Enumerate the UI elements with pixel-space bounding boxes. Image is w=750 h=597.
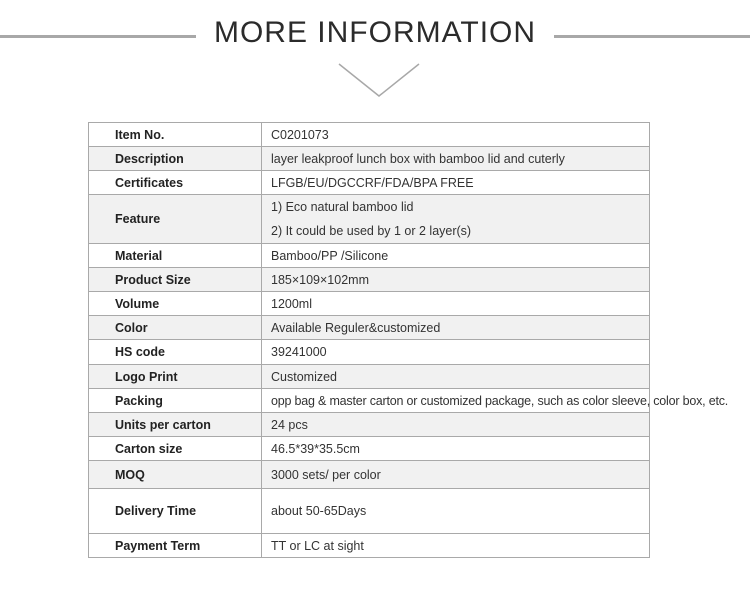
header-rule-left xyxy=(0,35,196,38)
table-row xyxy=(89,413,650,437)
row-key: Carton size xyxy=(89,437,262,461)
table-row xyxy=(89,268,650,292)
row-value: Customized xyxy=(262,365,650,389)
row-key: HS code xyxy=(89,340,262,365)
row-value: LFGB/EU/DGCCRF/FDA/BPA FREE xyxy=(262,171,650,195)
table-row xyxy=(89,461,650,489)
row-key: MOQ xyxy=(89,461,262,489)
row-key: Product Size xyxy=(89,268,262,292)
row-key: Units per carton xyxy=(89,413,262,437)
row-value: 24 pcs xyxy=(262,413,650,437)
table-row xyxy=(89,171,650,195)
chevron-down-icon xyxy=(337,62,421,100)
row-value: TT or LC at sight xyxy=(262,534,650,558)
row-value: 1200ml xyxy=(262,292,650,316)
header-rule-right xyxy=(554,35,750,38)
table-row xyxy=(89,244,650,268)
row-key: Material xyxy=(89,244,262,268)
feature-line: 2) It could be used by 1 or 2 layer(s) xyxy=(271,224,472,238)
row-value: 46.5*39*35.5cm xyxy=(262,437,650,461)
table-row xyxy=(89,489,650,534)
row-value: Bamboo/PP /Silicone xyxy=(262,244,650,268)
table-row xyxy=(89,365,650,389)
row-value: opp bag & master carton or customized package, such as color sleeve, color box, etc. xyxy=(262,389,650,413)
row-key: Payment Term xyxy=(89,534,262,558)
info-table xyxy=(88,122,729,558)
table-row xyxy=(89,147,650,171)
row-key: Feature xyxy=(89,195,262,244)
row-key: Volume xyxy=(89,292,262,316)
table-row xyxy=(89,340,650,365)
row-value xyxy=(262,195,650,244)
row-value: layer leakproof lunch box with bamboo lid and cuterly xyxy=(262,147,650,171)
table-row xyxy=(89,534,650,558)
row-key: Item No. xyxy=(89,123,262,147)
page-title: MORE INFORMATION xyxy=(213,16,537,49)
row-key: Color xyxy=(89,316,262,340)
table-row xyxy=(89,316,650,340)
row-value: 39241000 xyxy=(262,340,650,365)
row-value: Available Reguler&customized xyxy=(262,316,650,340)
row-key: Certificates xyxy=(89,171,262,195)
row-key: Packing xyxy=(89,389,262,413)
table-row xyxy=(89,437,650,461)
row-value: C0201073 xyxy=(262,123,650,147)
row-value: 3000 sets/ per color xyxy=(262,461,650,489)
table-row xyxy=(89,123,650,147)
row-key: Description xyxy=(89,147,262,171)
table-row xyxy=(89,389,650,413)
row-value: 185×109×102mm xyxy=(262,268,650,292)
table-row xyxy=(89,292,650,316)
row-value: about 50-65Days xyxy=(262,489,650,534)
table-row xyxy=(89,195,650,244)
row-key: Logo Print xyxy=(89,365,262,389)
feature-line: 1) Eco natural bamboo lid xyxy=(271,200,414,214)
row-key: Delivery Time xyxy=(89,489,262,534)
